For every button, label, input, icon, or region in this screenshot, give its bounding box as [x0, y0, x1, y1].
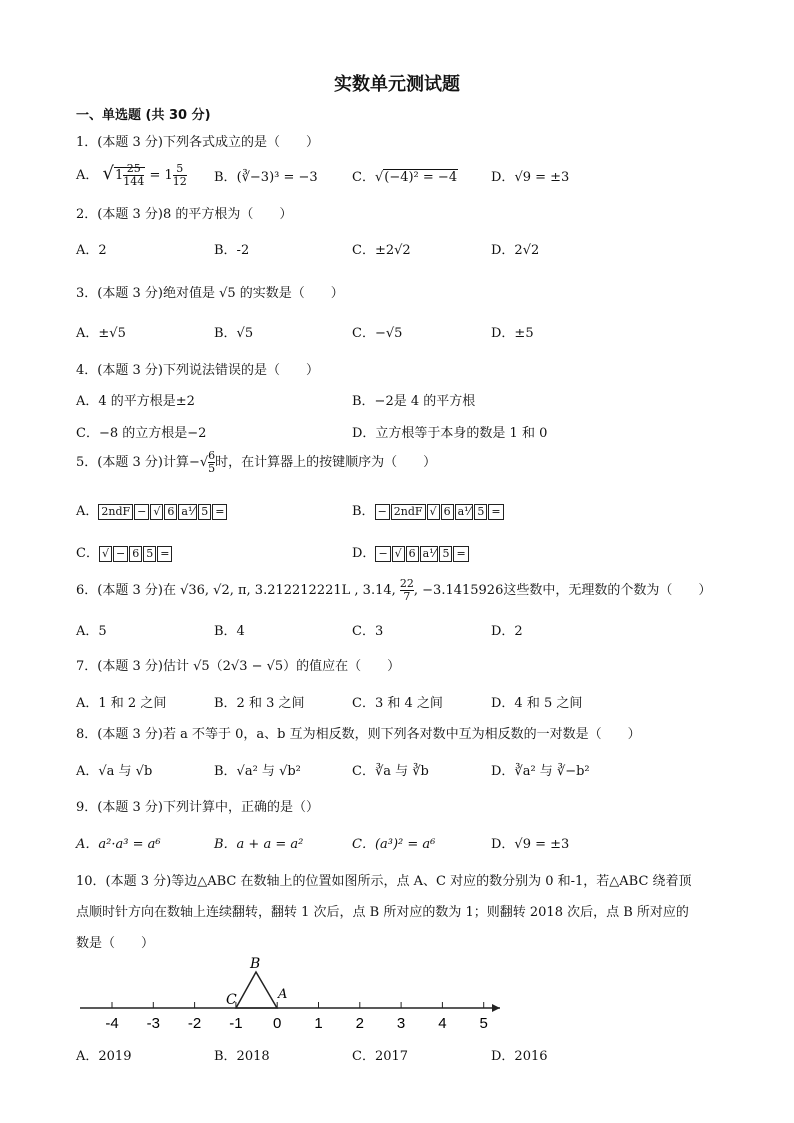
- q2-option-d: D．2√2: [491, 243, 540, 258]
- q10-option-b: B．2018: [214, 1049, 270, 1064]
- calculator-key: a⅟: [420, 546, 439, 562]
- question-8-stem: 8．(本题 3 分)若 a 不等于 0，a、b 互为相反数，则下列各对数中互为相反数的一对数是（ ）: [76, 727, 641, 742]
- q4-option-c: C．−8 的立方根是−2: [76, 426, 207, 441]
- calculator-key: √: [392, 546, 405, 562]
- calculator-key: =: [453, 546, 468, 562]
- calculator-key: a⅟: [178, 504, 197, 520]
- calculator-key: =: [157, 546, 172, 562]
- q9-option-d: D．√9 = ±3: [491, 837, 570, 852]
- calculator-key: −: [375, 546, 390, 562]
- q1-option-d: D．√9 = ±3: [491, 170, 570, 185]
- label-b: B: [250, 956, 261, 972]
- calculator-key: 5: [198, 504, 211, 520]
- q6-option-d: D．2: [491, 624, 523, 639]
- calculator-key: 5: [474, 504, 487, 520]
- q10-option-d: D．2016: [491, 1049, 548, 1064]
- calculator-key: √: [150, 504, 163, 520]
- question-2-stem: 2．(本题 3 分)8 的平方根为（ ）: [76, 207, 293, 222]
- calculator-key: −: [134, 504, 149, 520]
- axis-tick-label: -4: [105, 1015, 119, 1032]
- question-5-stem: 5．(本题 3 分)计算−√ $\frac{6}{5}$ 时，在计算器上的按键顺序为（ ）: [76, 449, 437, 475]
- q2-option-c: C．±2√2: [352, 243, 411, 258]
- q5-option-c: C． √ − 6 5 =: [76, 542, 173, 562]
- calculator-key: 5: [439, 546, 452, 562]
- axis-tick-label: 3: [396, 1015, 406, 1032]
- q9-option-a: A．a²·a³ = a⁶: [76, 837, 161, 852]
- axis-arrow: [492, 1004, 500, 1012]
- question-4-stem: 4．(本题 3 分)下列说法错误的是（ ）: [76, 363, 319, 378]
- key-sequence-c: [99, 546, 173, 561]
- axis-tick-label: 0: [273, 1015, 282, 1032]
- q5-option-d: D． − √ 6 a⅟ 5 =: [352, 542, 470, 562]
- q1-option-b: B．(∛−3)³ = −3: [214, 170, 318, 185]
- q1-option-c: C．√(−4)² = −4: [352, 170, 458, 185]
- axis-tick-label: 5: [479, 1015, 488, 1032]
- calculator-key: √: [427, 504, 440, 520]
- q5-option-a: A． 2ndF − √ 6 a⅟ 5 =: [76, 500, 228, 520]
- calculator-key: √: [99, 546, 112, 562]
- axis-ticks: [105, 1002, 488, 1032]
- label-c: C: [226, 992, 237, 1008]
- calculator-key: 6: [129, 546, 142, 562]
- axis-tick-label: -1: [229, 1015, 243, 1032]
- calculator-key: −: [113, 546, 128, 562]
- question-1-stem: 1．(本题 3 分)下列各式成立的是（ ）: [76, 135, 319, 150]
- q3-option-a: A．±√5: [76, 326, 126, 341]
- q8-option-d: D．∛a² 与 ∛−b²: [491, 764, 590, 779]
- axis-tick-label: 2: [355, 1015, 364, 1032]
- q9-option-c: C．(a³)² = a⁶: [352, 837, 436, 852]
- calculator-key: a⅟: [455, 504, 474, 520]
- axis-tick-label: 4: [438, 1015, 447, 1032]
- q4-option-d: D．立方根等于本身的数是 1 和 0: [352, 426, 548, 441]
- label-a: A: [278, 987, 288, 1002]
- q3-option-c: C．−√5: [352, 326, 403, 341]
- key-sequence-d: [375, 546, 469, 561]
- q8-option-b: B．√a² 与 √b²: [214, 764, 301, 779]
- calculator-key: 5: [143, 546, 156, 562]
- page-title: 实数单元测试题: [334, 74, 460, 95]
- calculator-key: 6: [164, 504, 177, 520]
- q4-option-a: A．4 的平方根是±2: [76, 394, 195, 409]
- question-9-stem: 9．(本题 3 分)下列计算中，正确的是（）: [76, 800, 319, 815]
- question-7-stem: 7．(本题 3 分)估计 √5（2√3 − √5）的值应在（ ）: [76, 659, 401, 674]
- question-6-stem: 6．(本题 3 分)在 √36, √2, π, 3.212212221L , 3.14, $\frac{22}{7}$ , −3.1415926这些数中，无理数的个数为（ ）: [76, 577, 712, 603]
- q3-option-b: B．√5: [214, 326, 254, 341]
- key-sequence-b: [375, 504, 505, 519]
- calculator-key: 2ndF: [98, 504, 133, 520]
- calculator-key: −: [375, 504, 390, 520]
- calculator-key: =: [212, 504, 227, 520]
- axis-tick-label: -2: [187, 1015, 202, 1032]
- question-10-line-1: 10．(本题 3 分)等边△ABC 在数轴上的位置如图所示，点 A、C 对应的数分别为 0 和-1，若△ABC 绕着顶: [76, 874, 692, 889]
- key-sequence-a: [98, 504, 228, 519]
- section-heading: 一、单选题 (共 30 分): [76, 108, 211, 123]
- question-3-stem: 3．(本题 3 分)绝对值是 √5 的实数是（ ）: [76, 286, 344, 301]
- q1-option-a: A． √1 $\frac{25}{144}$ = 1 $\frac{5}{12}$: [76, 162, 187, 188]
- q8-option-a: A．√a 与 √b: [76, 764, 153, 779]
- q3-option-d: D．±5: [491, 326, 534, 341]
- question-10-line-2: 点顺时针方向在数轴上连续翻转，翻转 1 次后，点 B 所对应的数为 1；则翻转 2018 次后，点 B 所对应的: [76, 905, 689, 920]
- q6-option-a: A．5: [76, 624, 107, 639]
- q7-option-a: A．1 和 2 之间: [76, 696, 167, 711]
- q7-option-d: D．4 和 5 之间: [491, 696, 583, 711]
- calculator-key: 6: [406, 546, 419, 562]
- axis-tick-label: -3: [146, 1015, 160, 1032]
- q7-option-c: C．3 和 4 之间: [352, 696, 443, 711]
- axis-tick-label: 1: [314, 1015, 323, 1032]
- q7-option-b: B．2 和 3 之间: [214, 696, 305, 711]
- q5-option-b: B． − 2ndF √ 6 a⅟ 5 =: [352, 500, 505, 520]
- q2-option-a: A．2: [76, 243, 107, 258]
- q9-option-b: B．a + a = a²: [214, 837, 304, 852]
- q8-option-c: C．∛a 与 ∛b: [352, 764, 429, 779]
- q10-option-a: A．2019: [76, 1049, 132, 1064]
- calculator-key: 6: [441, 504, 454, 520]
- q6-option-c: C．3: [352, 624, 384, 639]
- q2-option-b: B．-2: [214, 243, 250, 258]
- q10-option-c: C．2017: [352, 1049, 409, 1064]
- calculator-key: =: [488, 504, 503, 520]
- calculator-key: 2ndF: [391, 504, 426, 520]
- question-10-line-3: 数是（ ）: [76, 936, 155, 951]
- q4-option-b: B．−2是 4 的平方根: [352, 394, 476, 409]
- number-line-figure: [70, 950, 510, 1040]
- triangle-abc: [236, 972, 277, 1008]
- q6-option-b: B．4: [214, 624, 245, 639]
